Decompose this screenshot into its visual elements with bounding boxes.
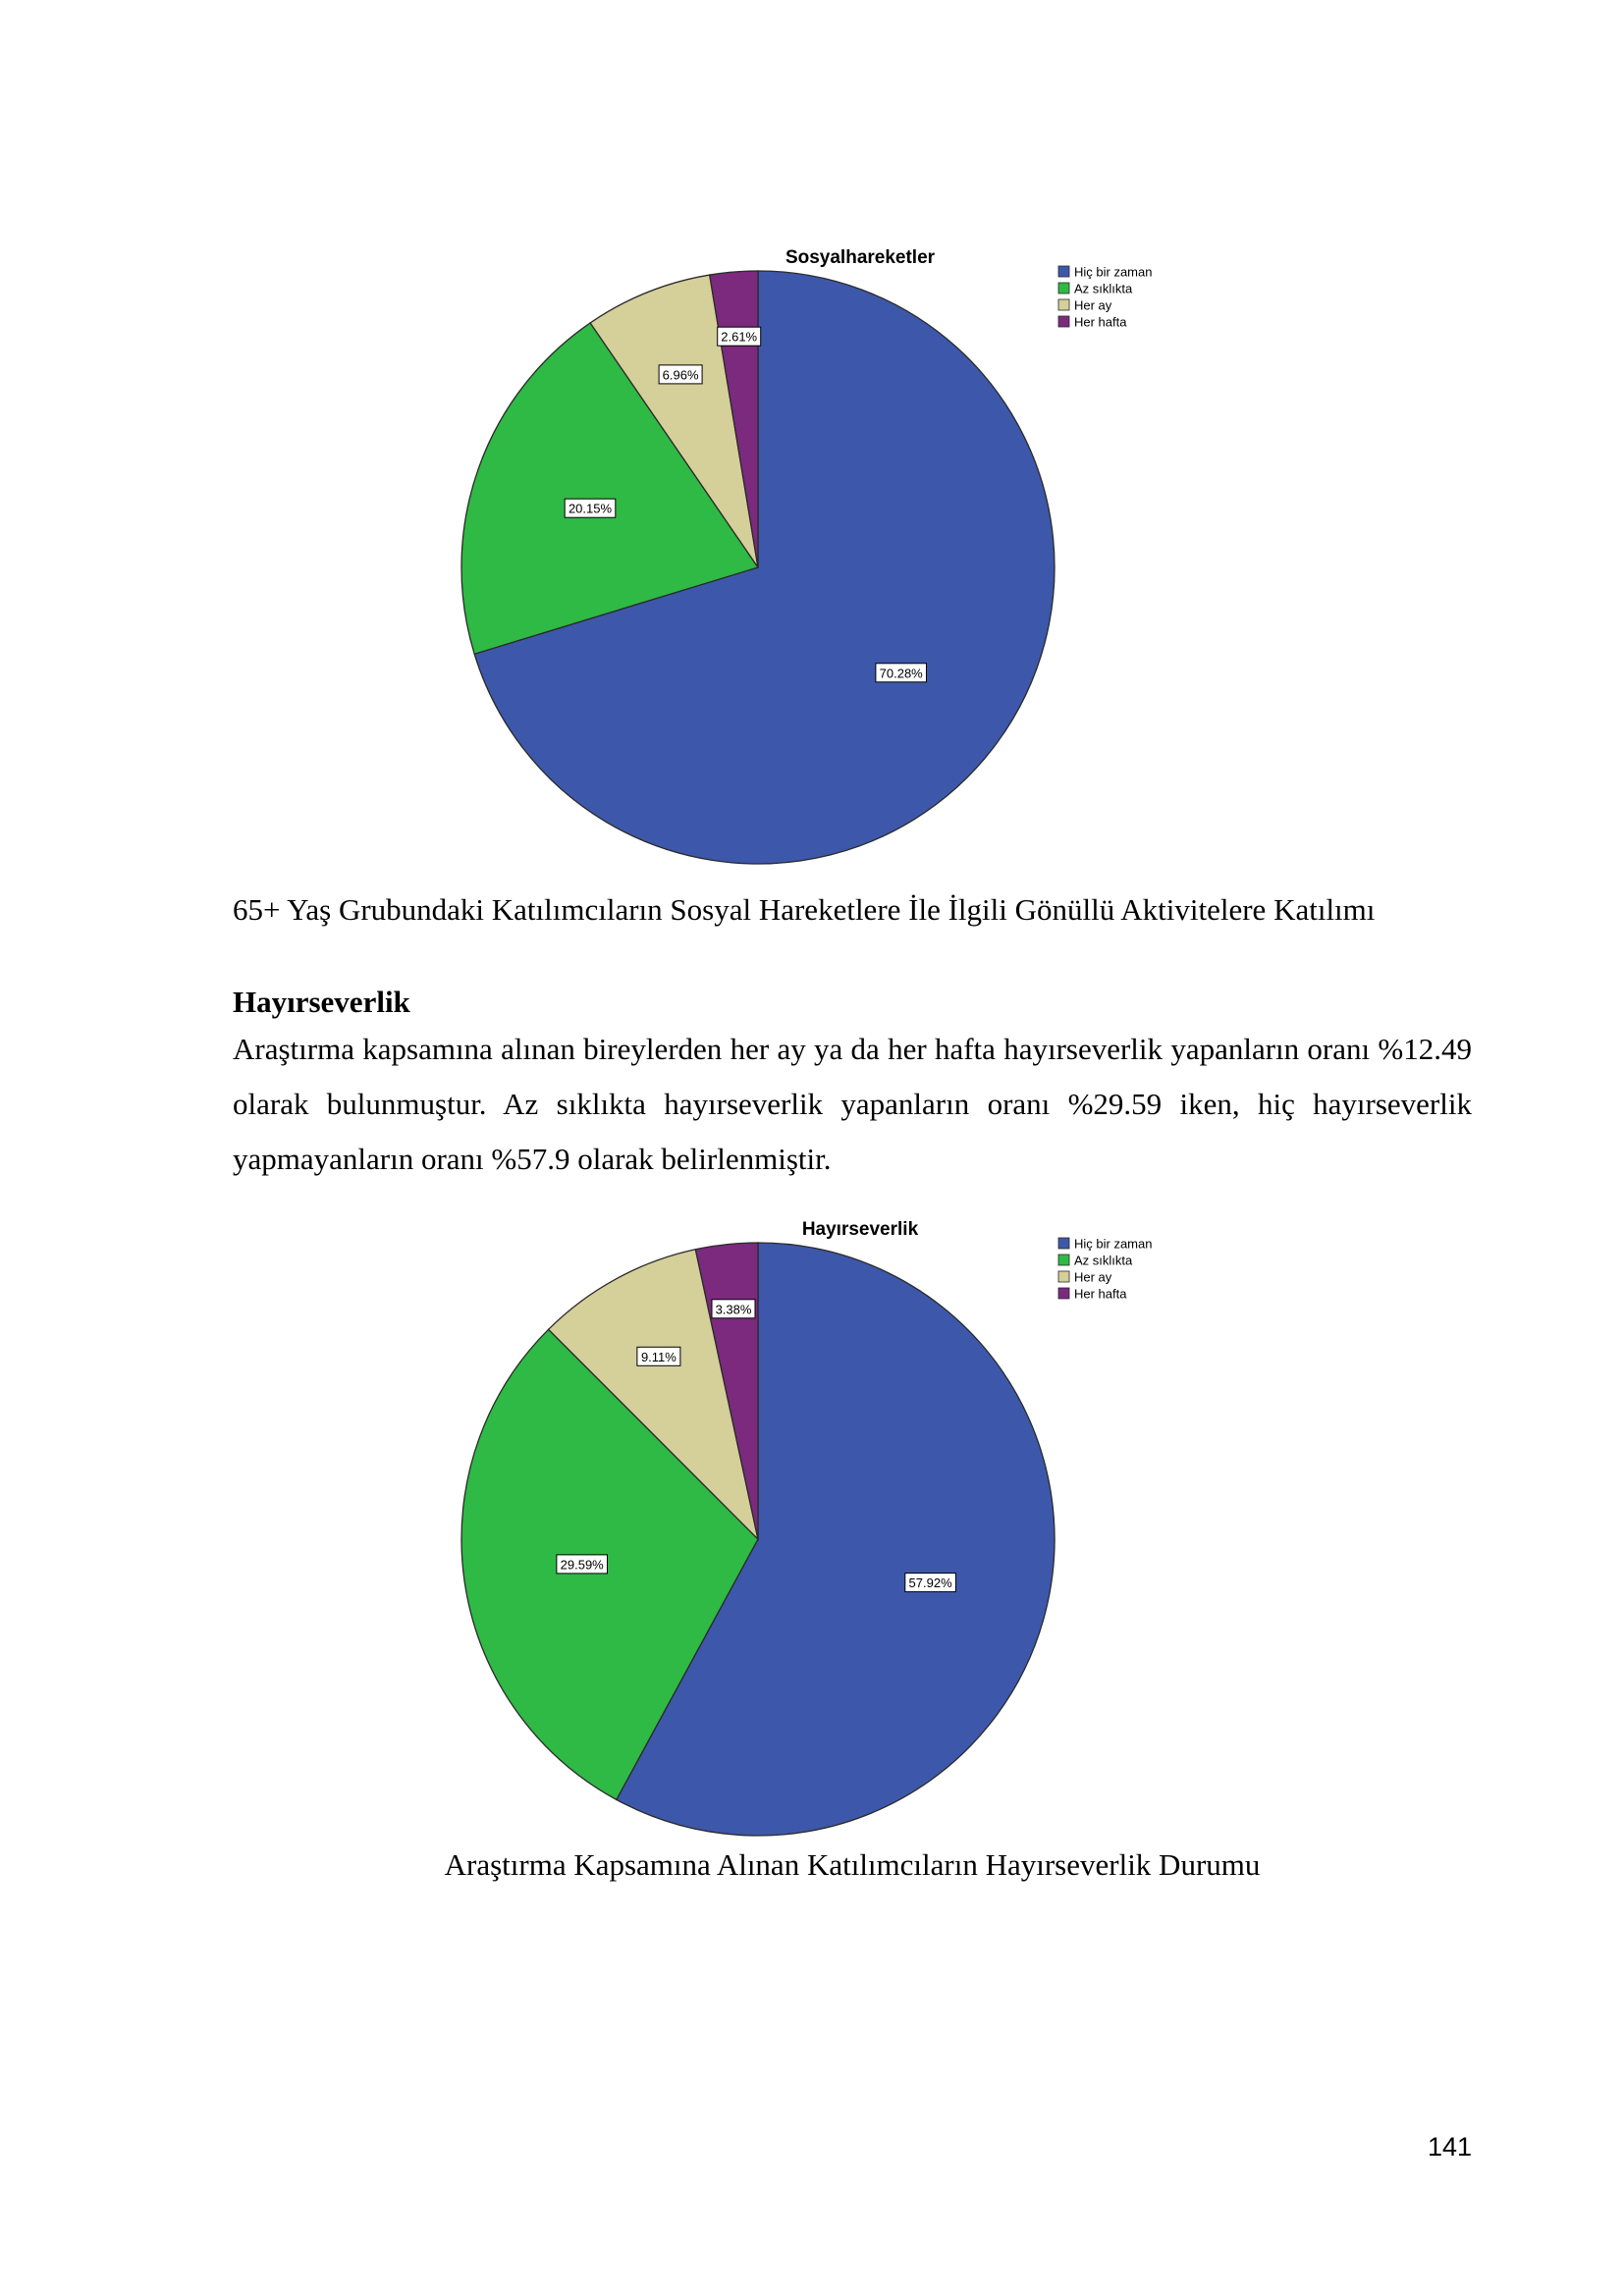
legend-item [1058, 1270, 1112, 1285]
data-label [718, 327, 761, 346]
chart-title: Sosyalhareketler [785, 247, 936, 268]
body-paragraph: Araştırma kapsamına alınan bireylerden her ay ya da her hafta hayırseverlik yapanların oranı %12.49 olarak bulunmuştur. Az sıklıkta hayırseverlik yapanların oranı %29.59 iken, hiç hayırseverlik yapmayanların oranı %57.9 olarak belirlenmiştir. [233, 1032, 1472, 1176]
legend-swatch [1058, 1238, 1069, 1249]
data-label [712, 1300, 755, 1318]
legend-item [1058, 1254, 1133, 1268]
legend-label: Her hafta [1074, 314, 1127, 330]
data-label-text: 29.59% [560, 1557, 604, 1573]
legend-label: Her ay [1074, 297, 1112, 313]
data-label-text: 70.28% [879, 666, 923, 681]
legend-swatch [1058, 283, 1069, 294]
data-label-text: 2.61% [721, 329, 758, 345]
data-label-text: 3.38% [715, 1302, 752, 1317]
legend-label: Az sıklıkta [1074, 281, 1133, 296]
legend-label: Hiç bir zaman [1074, 1236, 1153, 1252]
section-heading: Hayırseverlik [233, 985, 410, 1019]
legend-label: Her hafta [1074, 1286, 1127, 1302]
sosyalhareketler-pie-chart [393, 226, 1316, 933]
data-label-text: 57.92% [908, 1575, 952, 1591]
legend-label: Her ay [1074, 1269, 1112, 1285]
legend-item [1058, 1287, 1127, 1302]
legend-swatch [1058, 1255, 1069, 1265]
data-label-text: 20.15% [568, 501, 613, 516]
legend-item [1058, 265, 1152, 280]
data-label-text: 9.11% [640, 1349, 677, 1364]
legend-swatch [1058, 1288, 1069, 1299]
page-number: 141 [1427, 2132, 1472, 2162]
data-label [565, 499, 616, 517]
data-label [659, 365, 702, 384]
data-label [876, 664, 927, 682]
legend-item [1058, 282, 1133, 296]
legend-swatch [1058, 266, 1069, 277]
data-label [905, 1574, 956, 1592]
legend-swatch [1058, 316, 1069, 327]
legend-label: Hiç bir zaman [1074, 264, 1153, 280]
data-label [637, 1347, 680, 1365]
legend-item [1058, 298, 1112, 313]
legend-swatch [1058, 299, 1069, 310]
chart-title: Hayırseverlik [801, 1219, 919, 1240]
figure-caption-1: 65+ Yaş Grubundaki Katılımcıların Sosyal Hareketlere İle İlgili Gönüllü Aktivitelere Katılımı [233, 892, 1376, 927]
legend-swatch [1058, 1271, 1069, 1282]
legend-item [1058, 315, 1127, 330]
data-label-text: 6.96% [662, 367, 699, 383]
data-label [557, 1555, 608, 1574]
legend-label: Az sıklıkta [1074, 1253, 1133, 1268]
figure-caption-2: Araştırma Kapsamına Alınan Katılımcıların Hayırseverlik Durumu [444, 1847, 1261, 1882]
hayirseverlik-pie-chart [393, 1198, 1316, 1904]
legend-item [1058, 1237, 1152, 1252]
